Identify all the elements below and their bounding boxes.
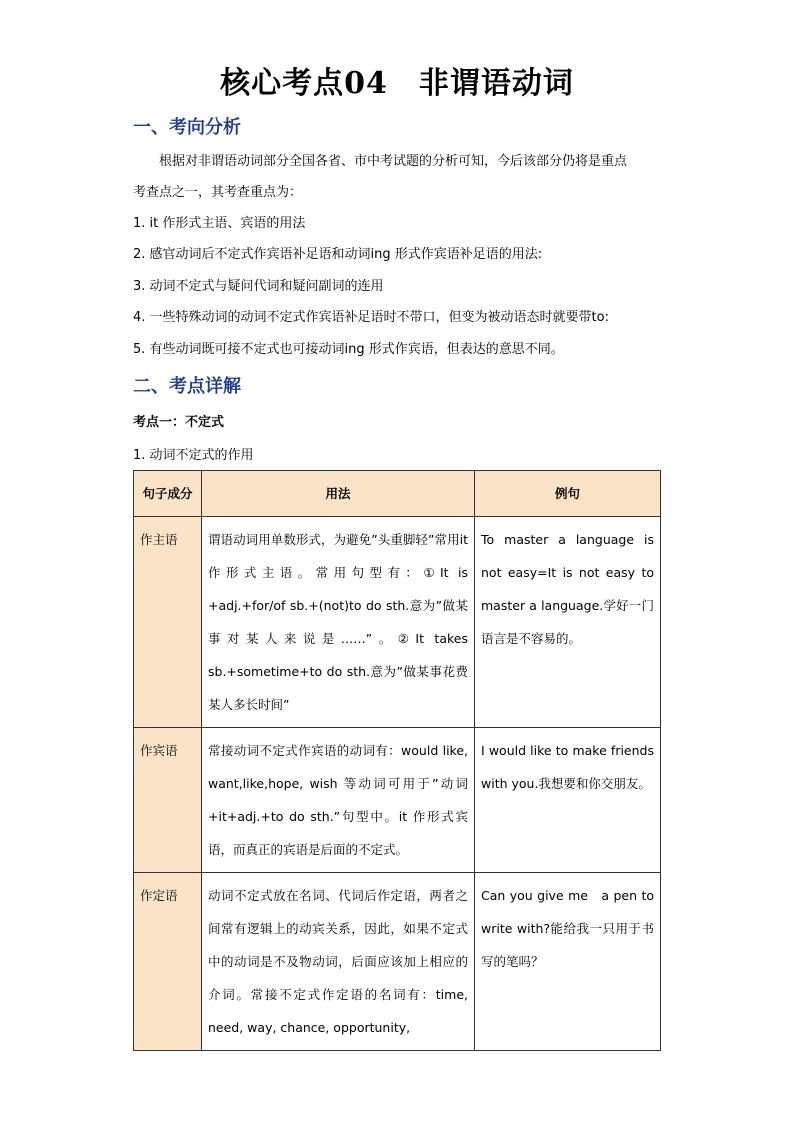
infinitive-usage-table bbox=[133, 470, 661, 1051]
header-role: 句子成分 bbox=[134, 471, 202, 517]
subheading-infinitive: 考点一：不定式 bbox=[133, 415, 225, 430]
section-heading-analysis: 一、考向分析 bbox=[133, 117, 241, 138]
row-role: 作定语 bbox=[134, 873, 202, 1051]
header-usage: 用法 bbox=[202, 471, 475, 517]
point-3: 3. 动词不定式与疑问代词和疑问副词的连用 bbox=[133, 279, 384, 294]
item-title: 1. 动词不定式的作用 bbox=[133, 448, 254, 463]
row-role: 作主语 bbox=[134, 517, 202, 728]
row-usage: 动词不定式放在名词、代词后作定语，两者之间常有逻辑上的动宾关系，因此，如果不定式中的动词是不及物动词，后面应该加上相应的介词。常接不定式作定语的名词有：time, need, way, chance, opportunity, bbox=[202, 873, 475, 1051]
point-4: 4. 一些特殊动词的动词不定式作宾语补足语时不带口，但变为被动语态时就要带to: bbox=[133, 310, 609, 325]
intro-line-2: 考查点之一，其考查重点为： bbox=[133, 185, 303, 200]
row-example: To master a language is not easy=It is not easy to master a language.学好一门语言是不容易的。 bbox=[475, 517, 661, 728]
table-header-row bbox=[134, 471, 661, 517]
point-5: 5. 有些动词既可接不定式也可接动词ing 形式作宾语，但表达的意思不同。 bbox=[133, 342, 564, 357]
row-usage: 谓语动词用单数形式，为避免”头重脚轻”常用it 作形式主语。常用句型有：①It is +adj.+for/of sb.+(not)to do sth.意为”做某事对某人来说是……”。②It takes sb.+sometime+to do sth.意为”做某事花费某人多长时间” bbox=[202, 517, 475, 728]
row-example: Can you give me a pen to write with?能给我一只用于书写的笔吗？ bbox=[475, 873, 661, 1051]
row-role: 作宾语 bbox=[134, 728, 202, 873]
row-example: I would like to make friends with you.我想要和你交朋友。 bbox=[475, 728, 661, 873]
header-example: 例句 bbox=[475, 471, 661, 517]
point-1: 1. it 作形式主语、宾语的用法 bbox=[133, 216, 306, 231]
intro-line-1: 根据对非谓语动词部分全国各省、市中考试题的分析可知，今后该部分仍将是重点 bbox=[133, 154, 628, 169]
point-2: 2. 感官动词后不定式作宾语补足语和动词ing 形式作宾语补足语的用法: bbox=[133, 247, 543, 262]
section-heading-details: 二、考点详解 bbox=[133, 376, 241, 397]
row-usage: 常接动词不定式作宾语的动词有：would like, want,like,hope, wish 等动词可用于”动词+it+adj.+to do sth.”句型中。it 作形式宾语，而真正的宾语是后面的不定式。 bbox=[202, 728, 475, 873]
table-row bbox=[134, 517, 661, 728]
table-row bbox=[134, 873, 661, 1051]
page-title: 核心考点04 非谓语动词 bbox=[220, 66, 574, 101]
table-row bbox=[134, 728, 661, 873]
